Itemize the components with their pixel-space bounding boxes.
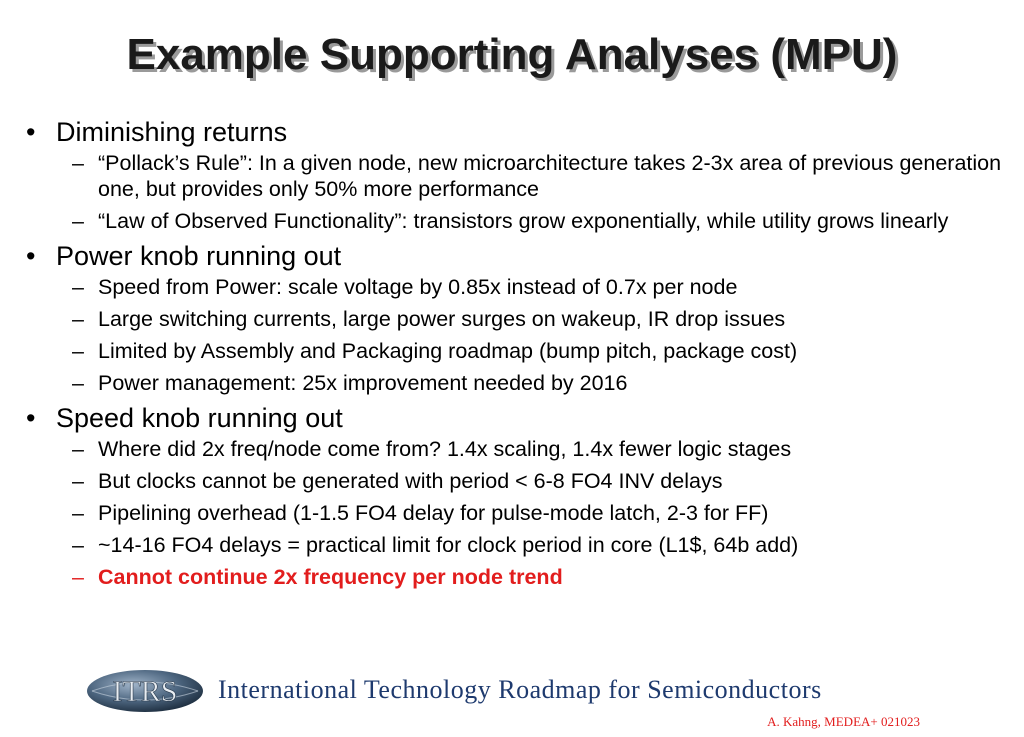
slide-title: Example Supporting Analyses (MPU) <box>126 30 898 79</box>
dash-marker: – <box>72 275 84 299</box>
dash-marker: – <box>72 339 84 363</box>
dash-marker: – <box>72 469 84 493</box>
bullet-label: Power knob running out <box>56 241 342 271</box>
sub-item <box>72 468 1006 494</box>
sub-item <box>72 274 1006 300</box>
bullet-marker: • <box>26 403 36 433</box>
bullet-marker: • <box>26 117 36 147</box>
footer-organization: International Technology Roadmap for Semiconductors <box>218 675 822 704</box>
sub-item-text: Cannot continue 2x frequency per node trend <box>98 565 563 589</box>
dash-marker: – <box>72 371 84 395</box>
dash-marker: – <box>72 565 84 589</box>
sub-item-text: Large switching currents, large power surges on wakeup, IR drop issues <box>98 307 786 331</box>
sub-list <box>72 274 1006 396</box>
bullet-power-knob <box>26 240 1006 272</box>
sub-item-text: Pipelining overhead (1-1.5 FO4 delay for pulse-mode latch, 2-3 for FF) <box>98 501 769 525</box>
logo-text: ITRS <box>112 675 178 708</box>
sub-item <box>72 500 1006 526</box>
sub-item <box>72 208 1006 234</box>
sub-item <box>72 338 1006 364</box>
sub-item-text: Speed from Power: scale voltage by 0.85x instead of 0.7x per node <box>98 275 738 299</box>
sub-item-text: But clocks cannot be generated with period < 6-8 FO4 INV delays <box>98 469 723 493</box>
sub-item-text: Limited by Assembly and Packaging roadmap (bump pitch, package cost) <box>98 339 798 363</box>
sub-list <box>72 436 1006 590</box>
sub-item <box>72 150 1006 202</box>
sub-list <box>72 150 1006 234</box>
sub-item-text: ~14-16 FO4 delays = practical limit for clock period in core (L1$, 64b add) <box>98 533 799 557</box>
dash-marker: – <box>72 151 84 175</box>
dash-marker: – <box>72 307 84 331</box>
sub-item <box>72 532 1006 558</box>
bullet-speed-knob <box>26 402 1006 434</box>
sub-item <box>72 370 1006 396</box>
bullet-diminishing-returns <box>26 116 1006 148</box>
sub-item <box>72 306 1006 332</box>
dash-marker: – <box>72 437 84 461</box>
sub-item-text: “Pollack’s Rule”: In a given node, new microarchitecture takes 2-3x area of previous generation one, but provides only 50% more performance <box>98 151 1002 201</box>
dash-marker: – <box>72 209 84 233</box>
dash-marker: – <box>72 533 84 557</box>
itrs-logo <box>84 668 206 714</box>
dash-marker: – <box>72 501 84 525</box>
slide-body <box>26 110 1006 596</box>
bullet-marker: • <box>26 241 36 271</box>
sub-item <box>72 436 1006 462</box>
sub-item-text: Power management: 25x improvement needed by 2016 <box>98 371 628 395</box>
footer-credit: A. Kahng, MEDEA+ 021023 <box>767 714 920 729</box>
bullet-label: Speed knob running out <box>56 403 343 433</box>
sub-item-emphasis <box>72 564 1006 590</box>
sub-item-text: “Law of Observed Functionality”: transistors grow exponentially, while utility grows linearly <box>98 209 949 233</box>
sub-item-text: Where did 2x freq/node come from? 1.4x scaling, 1.4x fewer logic stages <box>98 437 792 461</box>
bullet-label: Diminishing returns <box>56 117 288 147</box>
